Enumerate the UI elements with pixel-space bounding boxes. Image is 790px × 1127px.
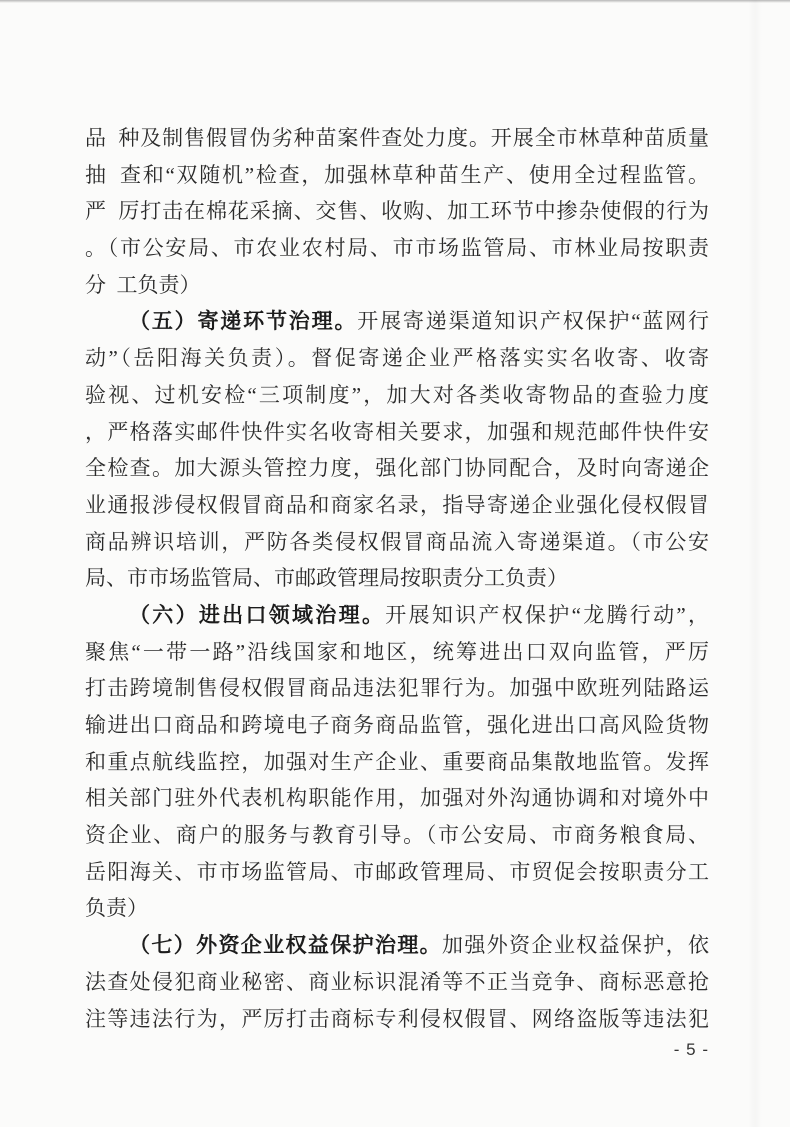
page-number: - 5 - xyxy=(673,1040,709,1059)
section-7-heading: （七）外资企业权益保护治理。 xyxy=(129,933,443,958)
text-line: 验视、过机安检“三项制度”，加大对各类收寄物品的查验力度 xyxy=(85,382,709,407)
text-line: 打击跨境制售侵权假冒商品违法犯罪行为。加强中欧班列陆路运 xyxy=(85,676,709,701)
text-line: 严 厉打击在棉花采摘、交售、收购、加工环节中掺杂使假的行为 xyxy=(85,199,709,224)
section-7-first-line: 加强外资企业权益保护，依 xyxy=(442,933,710,958)
paragraph-section-7 xyxy=(85,927,709,1037)
section-5-heading: （五）寄递环节治理。 xyxy=(129,309,358,334)
text-line xyxy=(85,303,709,340)
text-line: 岳阳海关、市市场监管局、市邮政管理局、市贸促会按职责分工 xyxy=(85,859,709,884)
text-line: 法查处侵犯商业秘密、商业标识混淆等不正当竞争、商标恶意抢 xyxy=(85,969,709,994)
paragraph-section-5 xyxy=(85,303,709,597)
text-line: 品 种及制售假冒伪劣种苗案件查处力度。开展全市林草种苗质量 xyxy=(85,126,709,150)
document-body xyxy=(85,120,709,1037)
text-line: ，严格落实邮件快件实名收寄相关要求，加强和规范邮件快件安 xyxy=(85,419,709,444)
section-5-first-line: 开展寄递渠道知识产权保护“蓝网行 xyxy=(357,309,710,334)
text-line: 业通报涉侵权假冒商品和商家名录，指导寄递企业强化侵权假冒 xyxy=(85,492,709,517)
text-line: 资企业、商户的服务与教育引导。（市公安局、市商务粮食局、 xyxy=(85,823,709,848)
section-6-first-line: 开展知识产权保护“龙腾行动”， xyxy=(385,602,710,627)
text-line: 抽 查和“双随机”检查，加强林草种苗生产、使用全过程监管。 xyxy=(85,162,709,187)
text-line: 局、市市场监管局、市邮政管理局按职责分工负责） xyxy=(85,566,568,591)
paragraph-section-6 xyxy=(85,597,709,927)
text-line: 商品辨识培训，严防各类侵权假冒商品流入寄递渠道。（市公安 xyxy=(85,529,709,554)
text-line: 聚焦“一带一路”沿线国家和地区，统筹进出口双向监管，严厉 xyxy=(85,639,709,664)
text-line: 动”（岳阳海关负责）。督促寄递企业严格落实实名收寄、收寄 xyxy=(85,346,709,371)
text-line: 输进出口商品和跨境电子商务商品监管，强化进出口高风险货物 xyxy=(85,713,709,737)
text-line: 。（市公安局、市农业农村局、市市场监管局、市林业局按职责 xyxy=(85,236,709,261)
text-line: 和重点航线监控，加强对生产企业、重要商品集散地监管。发挥 xyxy=(85,749,709,774)
text-line xyxy=(85,597,709,634)
text-line: 全检查。加大源头管控力度，强化部门协同配合，及时向寄递企 xyxy=(85,456,709,481)
text-line: 相关部门驻外代表机构职能作用，加强对外沟通协调和对境外中 xyxy=(85,786,709,811)
text-line: 负责） xyxy=(85,896,148,921)
section-6-heading: （六）进出口领域治理。 xyxy=(129,602,386,627)
text-line: 注等违法行为，严厉打击商标专利侵权假冒、网络盗版等违法犯 xyxy=(85,1006,709,1031)
text-line: 分 工负责） xyxy=(85,272,201,297)
text-line xyxy=(85,927,709,964)
paragraph-continuation xyxy=(85,120,709,303)
